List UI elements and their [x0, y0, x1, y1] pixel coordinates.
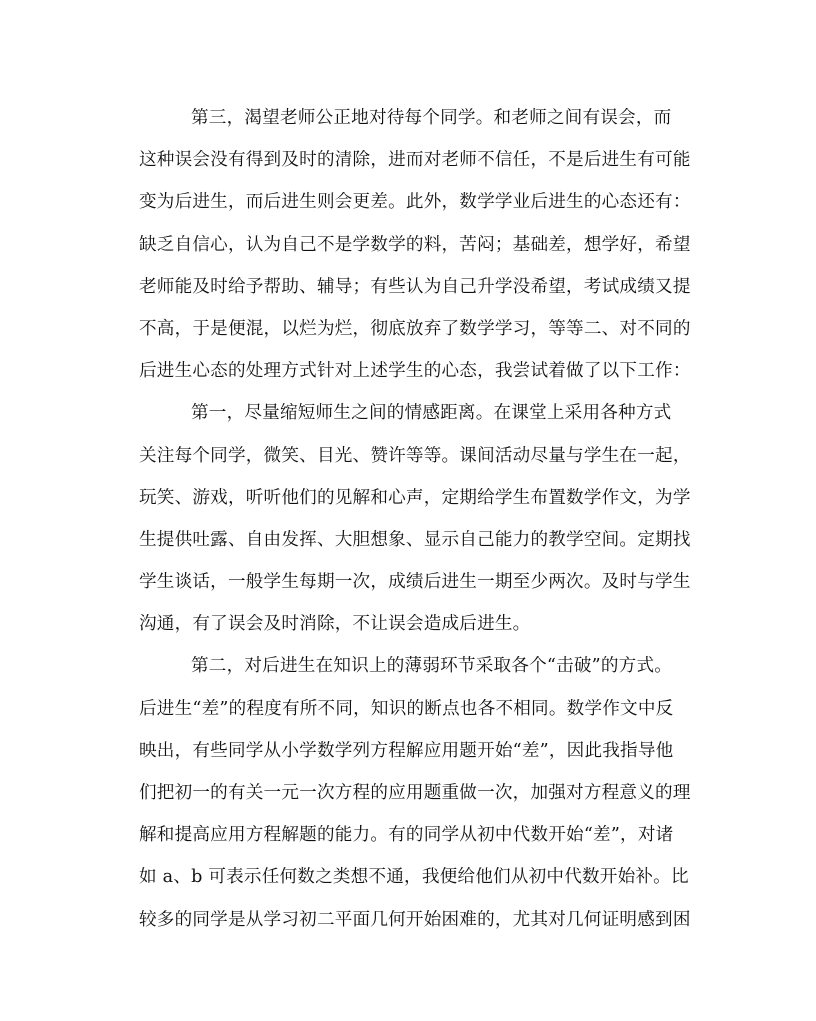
text-line: 后进生心态的处理方式针对上述学生的心态，我尝试着做了以下工作：	[139, 361, 691, 382]
text-line: 这种误会没有得到及时的清除，进而对老师不信任，不是后进生有可能	[139, 150, 691, 171]
text-line: 沟通，有了误会及时消除，不让误会造成后进生。	[139, 614, 531, 635]
text-line: 第三，渴望老师公正地对待每个同学。和老师之间有误会，而	[191, 108, 672, 128]
text-line: 如 a、b 可表示任何数之类想不通，我便给他们从初中代数开始补。比	[139, 867, 689, 888]
text-line: 后进生“差”的程度有所不同，知识的断点也各不相同。数学作文中反	[139, 698, 674, 719]
text-line: 缺乏自信心，认为自己不是学数学的料，苦闷；基础差，想学好，希望	[139, 234, 691, 255]
text-line: 较多的同学是从学习初二平面几何开始困难的，尤其对几何证明感到困	[139, 909, 691, 930]
document-body	[139, 97, 691, 941]
text-line: 老师能及时给予帮助、辅导；有些认为自己升学没希望，考试成绩又提	[139, 276, 691, 297]
text-line: 不高，于是便混，以烂为烂，彻底放弃了数学学习，等等二、对不同的	[139, 318, 691, 339]
text-line: 学生谈话，一般学生每期一次，成绩后进生一期至少两次。及时与学生	[139, 572, 691, 593]
text-line: 玩笑、游戏，听听他们的见解和心声，定期给学生布置数学作文，为学	[139, 487, 691, 508]
text-line: 第二，对后进生在知识上的薄弱环节采取各个“击破”的方式。	[191, 656, 673, 677]
text-line: 映出，有些同学从小学数学列方程解应用题开始“差”，因此我指导他	[139, 740, 674, 761]
text-line: 第一，尽量缩短师生之间的情感距离。在课堂上采用各种方式	[191, 403, 672, 424]
text-line: 解和提高应用方程解题的能力。有的同学从初中代数开始“差”，对诸	[139, 825, 674, 846]
text-line: 关注每个同学，微笑、目光、赞许等等。课间活动尽量与学生在一起，	[139, 445, 691, 466]
text-line: 们把初一的有关一元一次方程的应用题重做一次，加强对方程意义的理	[139, 783, 691, 803]
text-line: 生提供吐露、自由发挥、大胆想象、显示自己能力的教学空间。定期找	[139, 529, 691, 550]
text-line: 变为后进生，而后进生则会更差。此外，数学学业后进生的心态还有：	[139, 192, 691, 213]
